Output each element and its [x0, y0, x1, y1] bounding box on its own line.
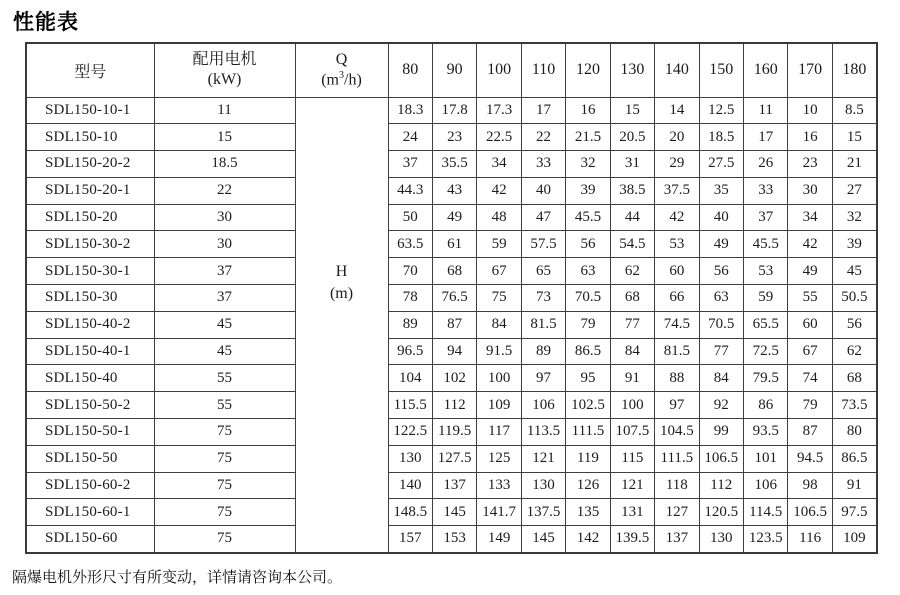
head-value-cell: 79 [788, 392, 832, 419]
head-value-cell: 49 [432, 204, 476, 231]
flow-column-header: 90 [432, 43, 476, 97]
head-value-cell: 119.5 [432, 419, 476, 446]
table-row [26, 365, 877, 392]
head-value-cell: 49 [788, 258, 832, 285]
head-value-cell: 59 [744, 285, 788, 312]
model-cell: SDL150-30 [26, 285, 154, 312]
table-row [26, 392, 877, 419]
head-value-cell: 17.8 [432, 97, 476, 124]
head-value-cell: 133 [477, 472, 521, 499]
head-value-cell: 35 [699, 177, 743, 204]
head-value-cell: 37.5 [655, 177, 699, 204]
motor-kw-cell: 45 [154, 311, 295, 338]
table-row [26, 124, 877, 151]
h-symbol: H [335, 262, 348, 280]
head-value-cell: 115 [610, 445, 654, 472]
head-value-cell: 56 [832, 311, 876, 338]
model-cell: SDL150-50 [26, 445, 154, 472]
flow-column-header: 130 [610, 43, 654, 97]
head-value-cell: 67 [477, 258, 521, 285]
flow-column-header: 150 [699, 43, 743, 97]
head-value-cell: 33 [521, 151, 565, 178]
head-value-cell: 53 [744, 258, 788, 285]
head-value-cell: 27 [832, 177, 876, 204]
head-value-cell: 84 [477, 311, 521, 338]
flow-column-header: 140 [655, 43, 699, 97]
model-cell: SDL150-50-2 [26, 392, 154, 419]
model-cell: SDL150-60-1 [26, 499, 154, 526]
head-value-cell: 87 [788, 419, 832, 446]
head-value-cell: 106.5 [788, 499, 832, 526]
head-value-cell: 89 [388, 311, 432, 338]
table-row [26, 97, 877, 124]
table-row [26, 285, 877, 312]
head-value-cell: 20.5 [610, 124, 654, 151]
head-value-cell: 48 [477, 204, 521, 231]
head-value-cell: 45 [832, 258, 876, 285]
head-value-cell: 17 [744, 124, 788, 151]
table-row [26, 526, 877, 553]
motor-header-line1: 配用电机 [192, 51, 257, 69]
head-value-cell: 99 [699, 419, 743, 446]
head-value-cell: 94 [432, 338, 476, 365]
head-value-cell: 91.5 [477, 338, 521, 365]
head-value-cell: 106.5 [699, 445, 743, 472]
motor-kw-cell: 15 [154, 124, 295, 151]
model-cell: SDL150-50-1 [26, 419, 154, 446]
head-value-cell: 123.5 [744, 526, 788, 553]
model-cell: SDL150-10-1 [26, 97, 154, 124]
head-value-cell: 23 [788, 151, 832, 178]
head-value-cell: 98 [788, 472, 832, 499]
head-value-cell: 104 [388, 365, 432, 392]
head-value-cell: 120.5 [699, 499, 743, 526]
q-unit: $(m^3/h)$ [321, 70, 362, 89]
head-value-cell: 8.5 [832, 97, 876, 124]
head-value-cell: 40 [699, 204, 743, 231]
head-value-cell: 115.5 [388, 392, 432, 419]
head-value-cell: 14 [655, 97, 699, 124]
motor-kw-cell: 37 [154, 258, 295, 285]
head-value-cell: 89 [521, 338, 565, 365]
head-value-cell: 50.5 [832, 285, 876, 312]
head-value-cell: 11 [744, 97, 788, 124]
head-value-cell: 70 [388, 258, 432, 285]
head-value-cell: 24 [388, 124, 432, 151]
head-value-cell: 66 [655, 285, 699, 312]
motor-kw-cell: 55 [154, 392, 295, 419]
head-unit-cell [295, 97, 388, 553]
head-value-cell: 130 [699, 526, 743, 553]
head-value-cell: 10 [788, 97, 832, 124]
head-value-cell: 29 [655, 151, 699, 178]
motor-kw-cell: 75 [154, 499, 295, 526]
motor-header-line2: (kW) [207, 71, 242, 89]
motor-kw-cell: 75 [154, 445, 295, 472]
head-value-cell: 42 [655, 204, 699, 231]
head-value-cell: 47 [521, 204, 565, 231]
head-value-cell: 68 [832, 365, 876, 392]
head-value-cell: 86.5 [566, 338, 610, 365]
q-symbol: Q [335, 51, 348, 69]
head-value-cell: 122.5 [388, 419, 432, 446]
head-value-cell: 80 [832, 419, 876, 446]
head-value-cell: 93.5 [744, 419, 788, 446]
head-value-cell: 137 [432, 472, 476, 499]
model-cell: SDL150-30-2 [26, 231, 154, 258]
head-value-cell: 45.5 [744, 231, 788, 258]
head-value-cell: 42 [788, 231, 832, 258]
head-value-cell: 65 [521, 258, 565, 285]
head-value-cell: 56 [566, 231, 610, 258]
table-row [26, 419, 877, 446]
head-value-cell: 50 [388, 204, 432, 231]
head-value-cell: 137.5 [521, 499, 565, 526]
head-value-cell: 125 [477, 445, 521, 472]
model-cell: SDL150-30-1 [26, 258, 154, 285]
head-value-cell: 91 [832, 472, 876, 499]
head-value-cell: 77 [610, 311, 654, 338]
head-value-cell: 54.5 [610, 231, 654, 258]
head-value-cell: 62 [832, 338, 876, 365]
head-value-cell: 84 [699, 365, 743, 392]
head-value-cell: 97 [655, 392, 699, 419]
head-value-cell: 49 [699, 231, 743, 258]
head-value-cell: 20 [655, 124, 699, 151]
head-value-cell: 127 [655, 499, 699, 526]
head-value-cell: 126 [566, 472, 610, 499]
head-value-cell: 114.5 [744, 499, 788, 526]
table-row [26, 258, 877, 285]
table-body [26, 97, 877, 553]
head-value-cell: 112 [432, 392, 476, 419]
head-value-cell: 18.5 [699, 124, 743, 151]
head-value-cell: 102.5 [566, 392, 610, 419]
head-value-cell: 100 [610, 392, 654, 419]
head-value-cell: 63.5 [388, 231, 432, 258]
head-value-cell: 60 [788, 311, 832, 338]
head-value-cell: 104.5 [655, 419, 699, 446]
head-value-cell: 142 [566, 526, 610, 553]
head-value-cell: 86 [744, 392, 788, 419]
motor-kw-cell: 75 [154, 526, 295, 553]
head-value-cell: 39 [832, 231, 876, 258]
head-value-cell: 21 [832, 151, 876, 178]
head-value-cell: 56 [699, 258, 743, 285]
head-value-cell: 32 [832, 204, 876, 231]
head-value-cell: 44.3 [388, 177, 432, 204]
head-value-cell: 34 [788, 204, 832, 231]
head-value-cell: 37 [744, 204, 788, 231]
head-value-cell: 60 [655, 258, 699, 285]
head-value-cell: 73.5 [832, 392, 876, 419]
model-cell: SDL150-40-1 [26, 338, 154, 365]
head-value-cell: 97 [521, 365, 565, 392]
motor-kw-cell: 22 [154, 177, 295, 204]
head-value-cell: 35.5 [432, 151, 476, 178]
head-value-cell: 81.5 [521, 311, 565, 338]
flow-header-row [26, 43, 877, 97]
motor-kw-cell: 45 [154, 338, 295, 365]
head-value-cell: 39 [566, 177, 610, 204]
head-value-cell: 92 [699, 392, 743, 419]
head-value-cell: 76.5 [432, 285, 476, 312]
motor-kw-cell: 18.5 [154, 151, 295, 178]
model-cell: SDL150-60 [26, 526, 154, 553]
table-row [26, 231, 877, 258]
flow-column-header: 120 [566, 43, 610, 97]
table-row [26, 499, 877, 526]
head-value-cell: 140 [388, 472, 432, 499]
head-value-cell: 112 [699, 472, 743, 499]
head-value-cell: 65.5 [744, 311, 788, 338]
head-value-cell: 22.5 [477, 124, 521, 151]
motor-kw-cell: 30 [154, 231, 295, 258]
head-value-cell: 109 [832, 526, 876, 553]
head-value-cell: 42 [477, 177, 521, 204]
head-value-cell: 22 [521, 124, 565, 151]
motor-kw-cell: 55 [154, 365, 295, 392]
head-value-cell: 102 [432, 365, 476, 392]
head-value-cell: 33 [744, 177, 788, 204]
head-value-cell: 121 [610, 472, 654, 499]
head-value-cell: 116 [788, 526, 832, 553]
head-value-cell: 45.5 [566, 204, 610, 231]
head-value-cell: 17.3 [477, 97, 521, 124]
head-value-cell: 77 [699, 338, 743, 365]
head-value-cell: 73 [521, 285, 565, 312]
table-row [26, 445, 877, 472]
head-value-cell: 68 [610, 285, 654, 312]
motor-kw-cell: 11 [154, 97, 295, 124]
head-value-cell: 74.5 [655, 311, 699, 338]
head-value-cell: 84 [610, 338, 654, 365]
head-value-cell: 97.5 [832, 499, 876, 526]
head-value-cell: 86.5 [832, 445, 876, 472]
head-value-cell: 27.5 [699, 151, 743, 178]
head-value-cell: 18.3 [388, 97, 432, 124]
table-row [26, 204, 877, 231]
flow-column-header: 160 [744, 43, 788, 97]
head-value-cell: 135 [566, 499, 610, 526]
table-row [26, 338, 877, 365]
head-value-cell: 131 [610, 499, 654, 526]
flow-column-header: 110 [521, 43, 565, 97]
motor-kw-cell: 75 [154, 472, 295, 499]
head-value-cell: 111.5 [655, 445, 699, 472]
head-value-cell: 79.5 [744, 365, 788, 392]
head-value-cell: 74 [788, 365, 832, 392]
head-value-cell: 127.5 [432, 445, 476, 472]
table-row [26, 311, 877, 338]
flow-column-header: 170 [788, 43, 832, 97]
head-value-cell: 88 [655, 365, 699, 392]
model-cell: SDL150-10 [26, 124, 154, 151]
head-value-cell: 53 [655, 231, 699, 258]
head-value-cell: 67 [788, 338, 832, 365]
head-value-cell: 81.5 [655, 338, 699, 365]
model-cell: SDL150-60-2 [26, 472, 154, 499]
head-value-cell: 141.7 [477, 499, 521, 526]
head-value-cell: 130 [388, 445, 432, 472]
head-value-cell: 113.5 [521, 419, 565, 446]
head-value-cell: 145 [521, 526, 565, 553]
flow-unit-header [295, 43, 388, 97]
head-value-cell: 63 [566, 258, 610, 285]
footer-note: 隔爆电机外形尺寸有所变动，详情请咨询本公司。 [12, 570, 343, 586]
head-value-cell: 15 [832, 124, 876, 151]
head-value-cell: 44 [610, 204, 654, 231]
head-value-cell: 157 [388, 526, 432, 553]
head-value-cell: 111.5 [566, 419, 610, 446]
head-value-cell: 40 [521, 177, 565, 204]
head-value-cell: 34 [477, 151, 521, 178]
motor-column-header [154, 43, 295, 97]
head-value-cell: 38.5 [610, 177, 654, 204]
head-value-cell: 43 [432, 177, 476, 204]
head-value-cell: 101 [744, 445, 788, 472]
head-value-cell: 139.5 [610, 526, 654, 553]
head-value-cell: 78 [388, 285, 432, 312]
head-value-cell: 149 [477, 526, 521, 553]
head-value-cell: 121 [521, 445, 565, 472]
head-value-cell: 70.5 [699, 311, 743, 338]
flow-column-header: 180 [832, 43, 876, 97]
model-cell: SDL150-40-2 [26, 311, 154, 338]
head-value-cell: 117 [477, 419, 521, 446]
head-value-cell: 32 [566, 151, 610, 178]
head-value-cell: 62 [610, 258, 654, 285]
head-value-cell: 148.5 [388, 499, 432, 526]
head-value-cell: 26 [744, 151, 788, 178]
head-value-cell: 91 [610, 365, 654, 392]
h-unit: (m) [329, 284, 354, 302]
head-value-cell: 21.5 [566, 124, 610, 151]
head-value-cell: 119 [566, 445, 610, 472]
head-value-cell: 94.5 [788, 445, 832, 472]
head-value-cell: 118 [655, 472, 699, 499]
head-value-cell: 37 [388, 151, 432, 178]
head-value-cell: 70.5 [566, 285, 610, 312]
head-value-cell: 130 [521, 472, 565, 499]
page-title: 性能表 [13, 11, 79, 34]
model-cell: SDL150-20-2 [26, 151, 154, 178]
head-value-cell: 137 [655, 526, 699, 553]
head-value-cell: 87 [432, 311, 476, 338]
head-value-cell: 79 [566, 311, 610, 338]
head-value-cell: 55 [788, 285, 832, 312]
head-value-cell: 59 [477, 231, 521, 258]
table-row [26, 177, 877, 204]
motor-kw-cell: 75 [154, 419, 295, 446]
head-value-cell: 95 [566, 365, 610, 392]
head-value-cell: 12.5 [699, 97, 743, 124]
head-value-cell: 17 [521, 97, 565, 124]
motor-kw-cell: 30 [154, 204, 295, 231]
model-column-header: 型号 [26, 43, 154, 97]
model-cell: SDL150-20-1 [26, 177, 154, 204]
head-value-cell: 23 [432, 124, 476, 151]
head-value-cell: 57.5 [521, 231, 565, 258]
head-value-cell: 106 [521, 392, 565, 419]
head-value-cell: 107.5 [610, 419, 654, 446]
head-value-cell: 153 [432, 526, 476, 553]
head-value-cell: 68 [432, 258, 476, 285]
head-value-cell: 100 [477, 365, 521, 392]
head-value-cell: 72.5 [744, 338, 788, 365]
model-cell: SDL150-20 [26, 204, 154, 231]
head-value-cell: 109 [477, 392, 521, 419]
head-value-cell: 61 [432, 231, 476, 258]
model-cell: SDL150-40 [26, 365, 154, 392]
flow-column-header: 80 [388, 43, 432, 97]
performance-table [25, 42, 878, 554]
table-row [26, 472, 877, 499]
motor-kw-cell: 37 [154, 285, 295, 312]
table-row [26, 151, 877, 178]
head-value-cell: 145 [432, 499, 476, 526]
head-value-cell: 106 [744, 472, 788, 499]
head-value-cell: 16 [566, 97, 610, 124]
head-value-cell: 96.5 [388, 338, 432, 365]
flow-column-header: 100 [477, 43, 521, 97]
head-value-cell: 31 [610, 151, 654, 178]
head-value-cell: 75 [477, 285, 521, 312]
head-value-cell: 16 [788, 124, 832, 151]
head-value-cell: 15 [610, 97, 654, 124]
head-value-cell: 63 [699, 285, 743, 312]
head-value-cell: 30 [788, 177, 832, 204]
